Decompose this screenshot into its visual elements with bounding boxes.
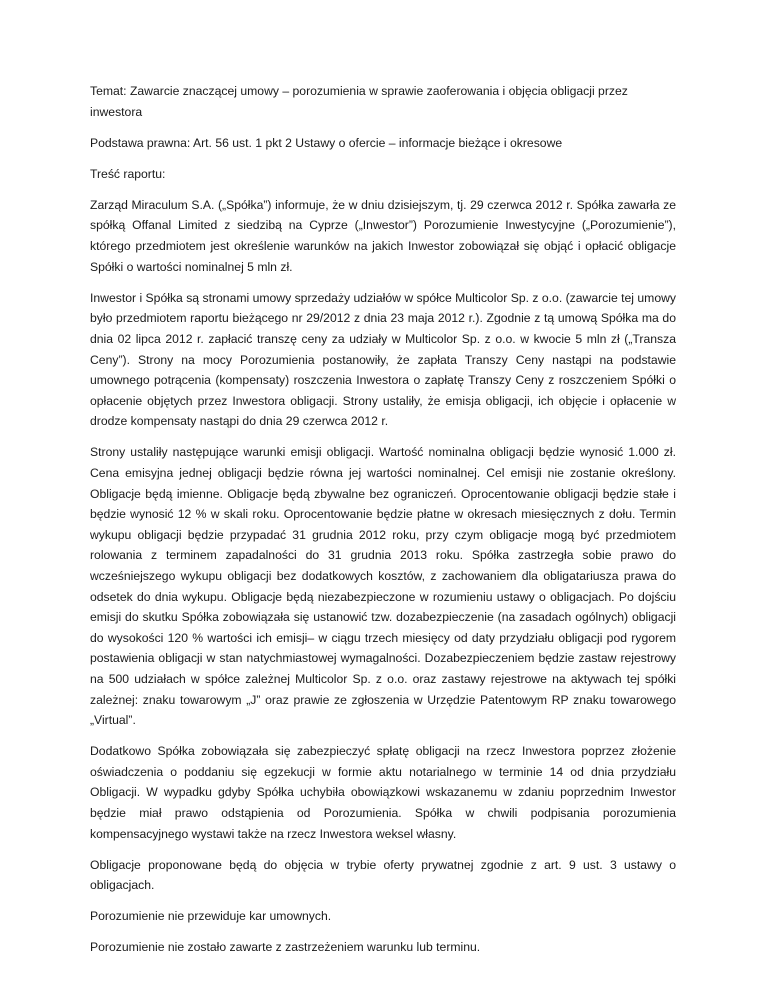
paragraph-additional-security: Dodatkowo Spółka zobowiązała się zabezpieczyć spłatę obligacji na rzecz Inwestora poprzez złożenie oświadczenia o poddaniu się egzekucji w formie aktu notarialnego w terminie 14 od dnia przydziału Obligacji. W wypadku gdyby Spółka uchybiła obowiązkowi wskazanemu w zdaniu poprzednim Inwestor będzie miał prawo odstąpienia od Porozumienia. Spółka w chwili podpisania porozumienia kompensacyjnego wystawi także na rzecz Inwestora weksel własny. [90,744,676,841]
report-document [90,81,676,969]
paragraph-announcement: Zarząd Miraculum S.A. („Spółka”) informuje, że w dniu dzisiejszym, tj. 29 czerwca 2012 r. Spółka zawarła ze spółką Offanal Limited z siedzibą na Cyprze („Inwestor”) Porozumienie Inwestycyjne („Porozumienie”), którego przedmiotem jest określenie warunków na jakich Inwestor zobowiązał się objąć i opłacić obligacje Spółki o wartości nominalnej 5 mln zł. [90,197,676,274]
legal-basis: Podstawa prawna: Art. 56 ust. 1 pkt 2 Ustawy o ofercie – informacje bieżące i okresowe [90,135,563,150]
paragraph-private-offer: Obligacje proponowane będą do objęcia w trybie oferty prywatnej zgodnie z art. 9 ust. 3 ustawy o obligacjach. [90,857,676,893]
report-subject: Temat: Zawarcie znaczącej umowy – porozumienia w sprawie zaoferowania i objęcia obligacji przez inwestora [90,84,628,119]
paragraph-share-purchase: Inwestor i Spółka są stronami umowy sprzedaży udziałów w spółce Multicolor Sp. z o.o. (zawarcie tej umowy było przedmiotem raportu bieżącego nr 29/2012 z dnia 23 maja 2012 r.). Zgodnie z tą umową Spółka ma do dnia 02 lipca 2012 r. zapłacić transzę ceny za udziały w Multicolor Sp. z o.o. w kwocie 5 mln zł („Transza Ceny”). Strony na mocy Porozumienia postanowiły, że zapłata Transzy Ceny nastąpi na podstawie umownego potrącenia (kompensaty) roszczenia Inwestora o zapłatę Transzy Ceny z roszczeniem Spółki o opłacenie objętych przez Inwestora obligacji. Strony ustaliły, że emisja obligacji, ich objęcie i opłacenie w drodze kompensaty nastąpi do dnia 29 czerwca 2012 r. [90,290,676,429]
content-heading: Treść raportu: [90,166,166,181]
paragraph-no-conditions: Porozumienie nie zostało zawarte z zastrzeżeniem warunku lub terminu. [90,940,481,955]
paragraph-bond-terms: Strony ustaliły następujące warunki emisji obligacji. Wartość nominalna obligacji będzie wynosić 1.000 zł. Cena emisyjna jednej obligacji będzie równa jej wartości nominalnej. Cel emisji nie zostanie określony. Obligacje będą imienne. Obligacje będą zbywalne bez ograniczeń. Oprocentowanie obligacji będzie stałe i będzie wynosić 12 % w skali roku. Oprocentowanie będzie płatne w okresach miesięcznych z dołu. Termin wykupu obligacji będzie przypadać 31 grudnia 2012 roku, przy czym obligacje mogą być przedmiotem rolowania z terminem zapadalności do 31 grudnia 2013 roku. Spółka zastrzegła sobie prawo do wcześniejszego wykupu obligacji bez dodatkowych kosztów, z zachowaniem dla obligatariusza prawa do odsetek do dnia wykupu. Obligacje będą niezabezpieczone w rozumieniu ustawy o obligacjach. Po dojściu emisji do skutku Spółka zobowiązała się ustanowić tzw. dozabezpieczenie (na zasadach ogólnych) obligacji do wysokości 120 % wartości ich emisji– w ciągu trzech miesięcy od daty przydziału obligacji pod rygorem postawienia obligacji w stan natychmiastowej wymagalności. Dozabezpieczeniem będzie zastaw rejestrowy na 500 udziałach w spółce zależnej Multicolor Sp. z o.o. oraz zastawy rejestrowe na aktywach tej spółki zależnej: znaku towarowym „J” oraz prawie ze zgłoszenia w Urzędzie Patentowym RP znaku towarowego „Virtual”. [90,445,676,728]
paragraph-no-penalties: Porozumienie nie przewiduje kar umownych. [90,909,332,924]
